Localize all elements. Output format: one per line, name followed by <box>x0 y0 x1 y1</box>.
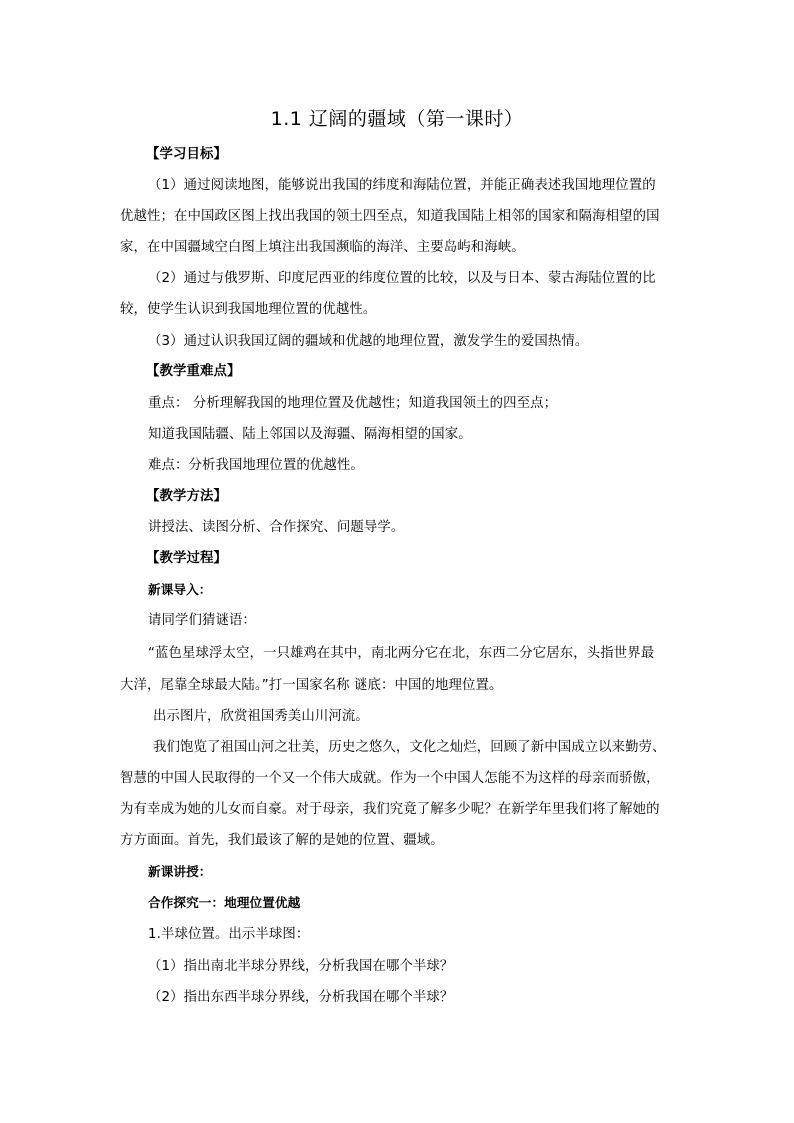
question-1: （1）指出南北半球分界线，分析我国在哪个半球？ <box>148 959 454 974</box>
methods-heading: 【教学方法】 <box>146 489 227 504</box>
objective-1-line-1: （1）通过阅读地图，能够说出我国的纬度和海陆位置，并能正确表述我国地理位置的 <box>148 178 656 193</box>
objective-1-line-2: 优越性；在中国政区图上找出我国的领土四至点，知道我国陆上相邻的国家和隔海相望的国 <box>120 209 660 224</box>
page-title: 1.1 辽阔的疆域（第一课时） <box>270 108 524 130</box>
keypoints-heading: 【教学重难点】 <box>146 364 241 379</box>
objective-2-line-2: 较，使学生认识到我国地理位置的优越性。 <box>120 302 377 317</box>
objectives-heading: 【学习目标】 <box>146 147 227 162</box>
difficulty-point: 难点：分析我国地理位置的优越性。 <box>148 458 364 473</box>
objective-3-line-1: （3）通过认识我国辽阔的疆域和优越的地理位置，激发学生的爱国热情。 <box>148 334 589 349</box>
methods-text: 讲授法、读图分析、合作探究、问题导学。 <box>148 520 405 535</box>
riddle-line-1: “蓝色星球浮太空，一只雄鸡在其中，南北两分它在北，东西二分它居东，头指世界最 <box>148 646 655 661</box>
show-pictures: 出示图片，欣赏祖国秀美山川河流。 <box>153 709 369 724</box>
coop-heading: 合作探究一：地理位置优越 <box>148 895 301 910</box>
process-heading: 【教学过程】 <box>146 551 227 566</box>
intro-heading: 新课导入： <box>148 582 212 597</box>
paragraph-line-1: 我们饱览了祖国山河之壮美，历史之悠久，文化之灿烂，回顾了新中国成立以来勤劳、 <box>153 740 666 755</box>
item-1: 1.半球位置。出示半球图： <box>148 927 310 942</box>
lecture-heading: 新课讲授： <box>148 864 212 879</box>
question-2: （2）指出东西半球分界线，分析我国在哪个半球？ <box>148 990 454 1005</box>
objective-1-line-3: 家，在中国疆域空白图上填注出我国濒临的海洋、主要岛屿和海峡。 <box>120 240 525 255</box>
paragraph-line-2: 智慧的中国人民取得的一个又一个伟大成就。作为一个中国人怎能不为这样的母亲而骄傲， <box>120 771 660 786</box>
key-point-1: 重点： 分析理解我国的地理位置及优越性；知道我国领土的四至点； <box>148 396 558 411</box>
riddle-prompt: 请同学们猜谜语： <box>148 613 256 628</box>
key-point-2: 知道我国陆疆、陆上邻国以及海疆、隔海相望的国家。 <box>148 427 472 442</box>
objective-2-line-1: （2）通过与俄罗斯、印度尼西亚的纬度位置的比较，以及与日本、蒙古海陆位置的比 <box>148 271 656 286</box>
paragraph-line-4: 方方面面。首先，我们最该了解的是她的位置、疆域。 <box>120 833 444 848</box>
paragraph-line-3: 为有幸成为她的儿女而自豪。对于母亲，我们究竟了解多少呢？在新学年里我们将了解她的 <box>120 802 660 817</box>
riddle-line-2: 大洋，尾靠全球最大陆。”打一国家名称 谜底：中国的地理位置。 <box>120 678 503 693</box>
